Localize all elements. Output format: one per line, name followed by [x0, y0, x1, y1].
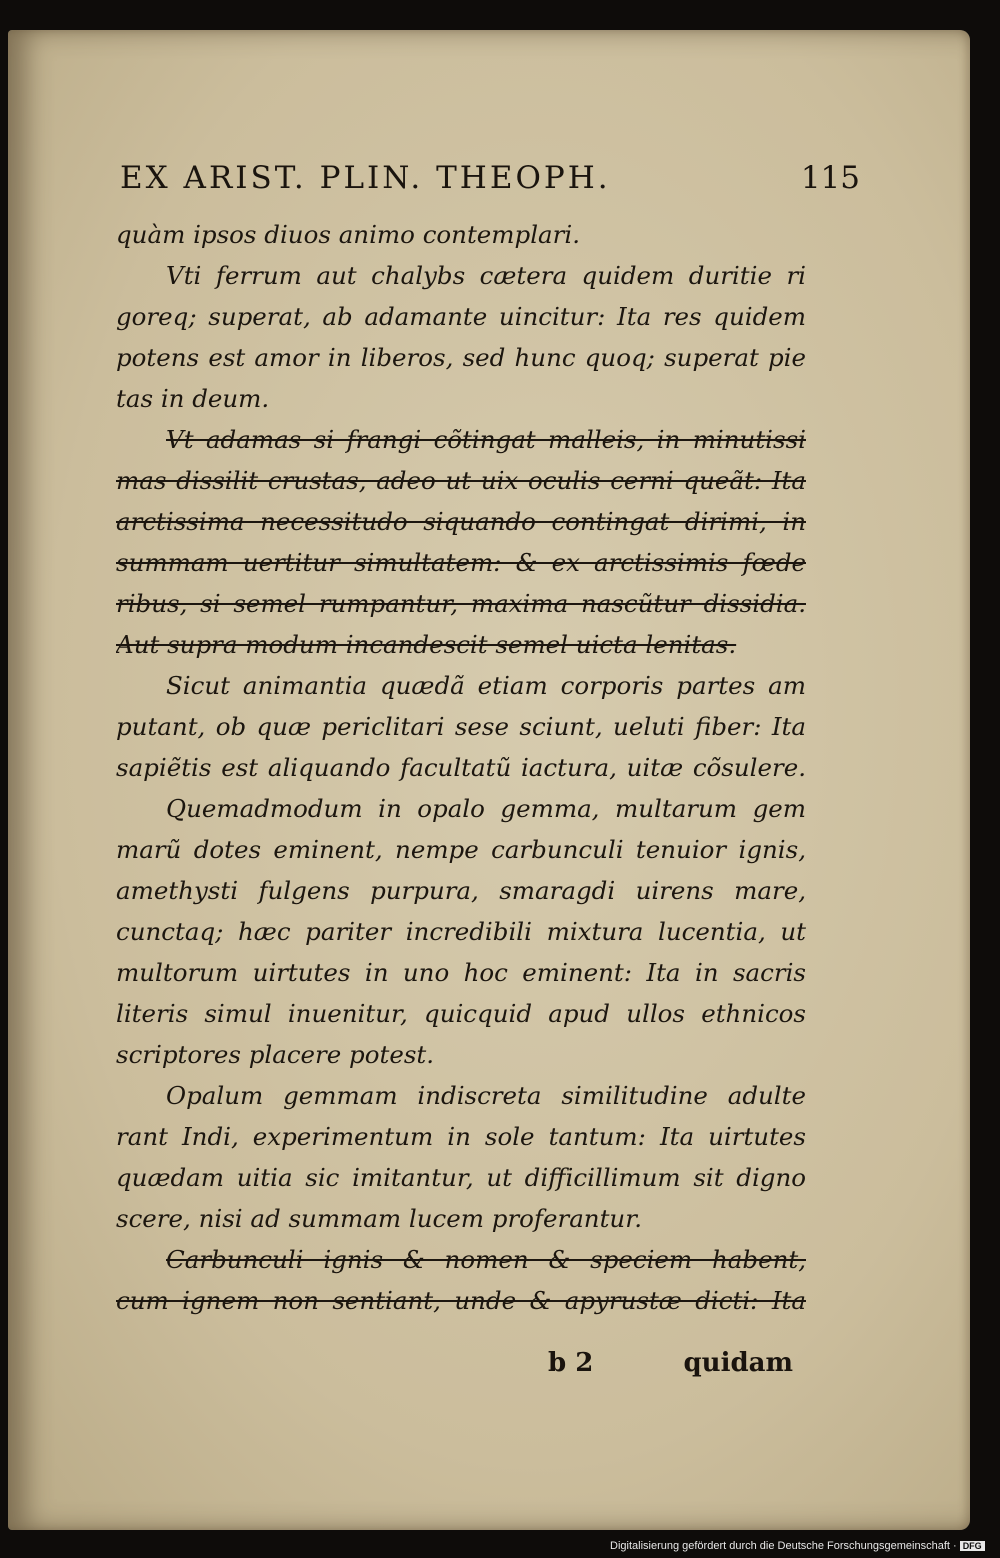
running-title: EX ARIST. PLIN. THEOPH.: [120, 160, 611, 196]
credit-text: Digitalisierung gefördert durch die Deutsche Forschungsgemeinschaft ·: [610, 1540, 957, 1552]
text-line: Sicut animantia quædã etiam corporis partes am: [166, 671, 806, 700]
text-line: scriptores placere potest.: [116, 1040, 435, 1069]
text-line: marũ dotes eminent, nempe carbunculi tenuior ignis,: [116, 835, 806, 864]
text-line: Opalum gemmam indiscreta similitudine adulte: [166, 1081, 806, 1110]
struck-text-line: ribus, si semel rumpantur, maxima nascũtur dissidia.: [116, 589, 806, 618]
catchword: quidam: [683, 1348, 793, 1378]
text-block: [116, 214, 806, 1321]
text-line: sapiẽtis est aliquando facultatũ iactura, uitæ cõsulere.: [116, 753, 806, 782]
page-number: 115: [800, 160, 860, 196]
text-line: rant Indi, experimentum in sole tantum: Ita uirtutes: [116, 1122, 806, 1151]
book-page: [8, 30, 970, 1530]
text-line: goreq; superat, ab adamante uincitur: Ita res quidem: [116, 302, 806, 331]
dfg-logo-badge: DFG: [960, 1541, 985, 1551]
text-line: quàm ipsos diuos animo contemplari.: [116, 220, 580, 249]
text-line: cunctaq; hæc pariter incredibili mixtura lucentia, ut: [116, 917, 806, 946]
struck-text-line: summam uertitur simultatem: & ex arctissimis fœde: [116, 548, 806, 577]
text-line: potens est amor in liberos, sed hunc quoq; superat pie: [116, 343, 806, 372]
text-line: Vti ferrum aut chalybs cætera quidem duritie ri: [166, 261, 806, 290]
struck-text-line: cum ignem non sentiant, unde & apyrustæ dicti: Ita: [116, 1286, 806, 1315]
running-header: [120, 160, 860, 200]
text-line: tas in deum.: [116, 384, 270, 413]
text-line: scere, nisi ad summam lucem proferantur.: [116, 1204, 643, 1233]
text-line: putant, ob quæ periclitari sese sciunt, ueluti fiber: Ita: [116, 712, 806, 741]
text-line: quædam uitia sic imitantur, ut difficillimum sit digno: [116, 1163, 806, 1192]
struck-text-line: mas dissilit crustas, adeo ut uix oculis cerni queãt: Ita: [116, 466, 806, 495]
struck-text-line: arctissima necessitudo siquando contingat dirimi, in: [116, 507, 806, 536]
struck-text-line: Aut supra modum incandescit semel uicta lenitas.: [116, 630, 737, 659]
text-line: Quemadmodum in opalo gemma, multarum gem: [166, 794, 806, 823]
text-line: literis simul inuenitur, quicquid apud ullos ethnicos: [116, 999, 806, 1028]
struck-text-line: Carbunculi ignis & nomen & speciem habent,: [166, 1245, 806, 1274]
page-footer: [548, 1348, 793, 1388]
struck-text-line: Vt adamas si frangi cõtingat malleis, in minutissi: [166, 425, 806, 454]
text-line: multorum uirtutes in uno hoc eminent: Ita in sacris: [116, 958, 806, 987]
text-line: amethysti fulgens purpura, smaragdi uirens mare,: [116, 876, 806, 905]
digitization-credit: [610, 1540, 994, 1554]
signature-mark: b 2: [548, 1348, 594, 1378]
